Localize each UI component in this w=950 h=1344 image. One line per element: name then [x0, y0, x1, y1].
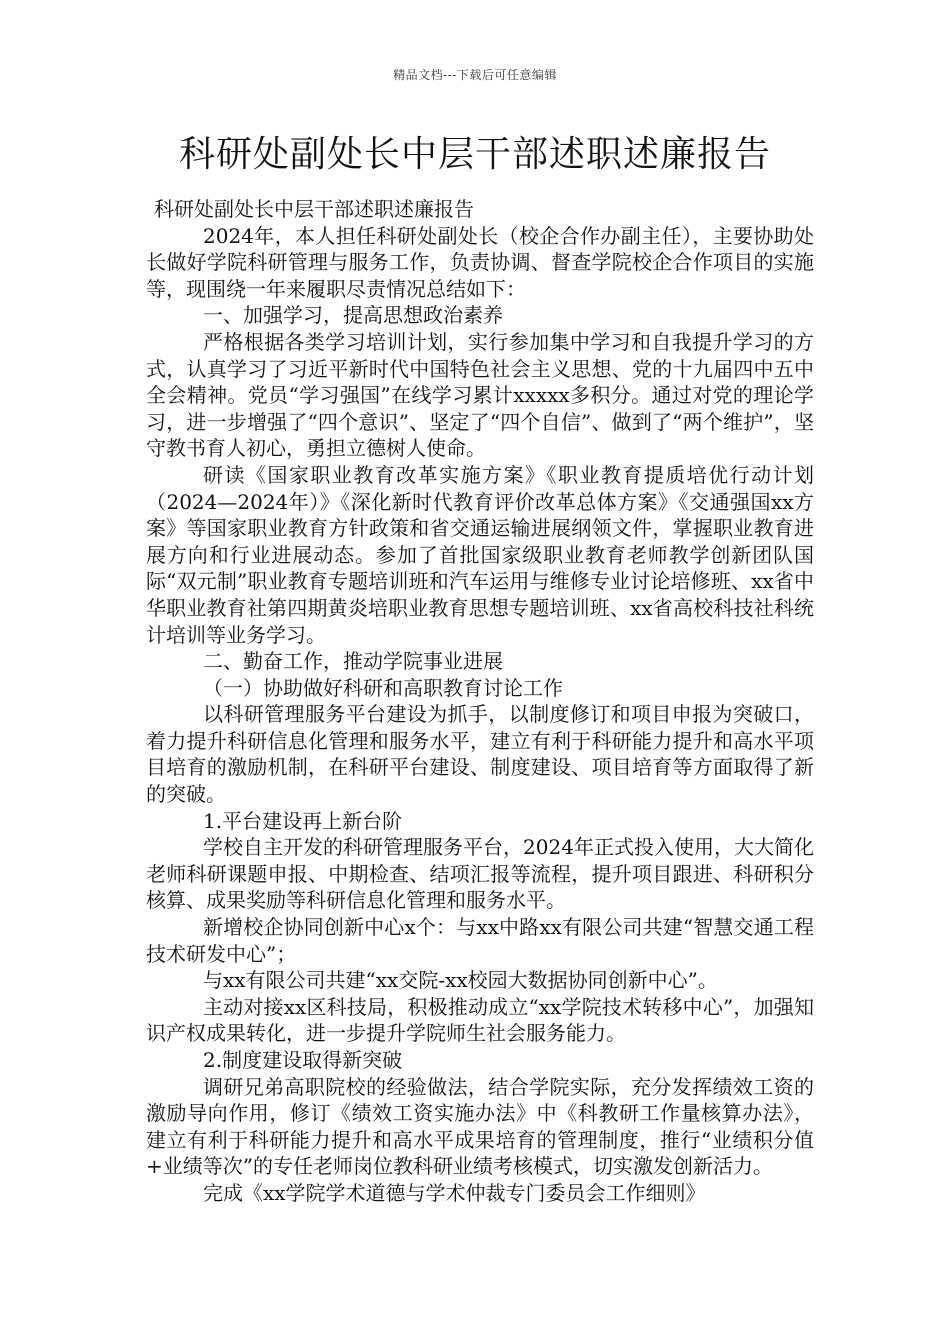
paragraph-study: 严格根据各类学习培训计划，实行参加集中学习和自我提升学习的方式，认真学习了习近平新时代中国特色社会主义思想、党的十九届四中五中全会精神。党员“学习强国”在线学习累计xxxxx多积分。通过对党的理论学习，进一步增强了“四个意识”、坚定了“四个自信”、做到了“两个维护”，坚守教书育人初心，勇担立德树人使命。 — [146, 329, 814, 461]
paragraph-subtitle: 科研处副处长中层干部述职述廉报告 — [154, 197, 474, 221]
paragraph-intro: 2024年，本人担任科研处副处长（校企合作办副主任），主要协助处长做好学院科研管理与服务工作，负责协调、督查学院校企合作项目的实施等，现围绕一年来履职尽责情况总结如下： — [146, 223, 814, 301]
header-note: 精品文档---下载后可任意编辑 — [393, 68, 557, 82]
document-body — [146, 196, 814, 1207]
paragraph-big-data-center: 与xx有限公司共建“xx交院-xx校园大数据协同创新中心”。 — [203, 968, 718, 993]
subsection-heading-1: （一）协助做好科研和高职教育讨论工作 — [203, 675, 563, 700]
item-heading-1: 1.平台建设再上新台阶 — [203, 808, 403, 833]
item-heading-2: 2.制度建设取得新突破 — [203, 1048, 403, 1072]
paragraph-platform: 学校自主开发的科研管理服务平台，2024年正式投入使用，大大简化老师科研课题申报、中期检查、结项汇报等流程，提升项目跟进、科研积分核算、成果奖励等科研信息化管理和服务水平。 — [146, 835, 814, 913]
section-heading-2: 二、勤奋工作，推动学院事业进展 — [203, 649, 503, 674]
paragraph-system: 调研兄弟高职院校的经验做法，结合学院实际，充分发挥绩效工资的激励导向作用，修订《绩效工资实施办法》中《科教研工作量核算办法》，建立有利于科研能力提升和高水平成果培育的管理制度，推行“业绩积分值+业绩等次”的专任老师岗位教科研业绩考核模式，切实激发创新活力。 — [146, 1074, 814, 1179]
paragraph-tech-transfer: 主动对接xx区科技局，积极推动成立“xx学院技术转移中心”，加强知识产权成果转化，进一步提升学院师生社会服务能力。 — [146, 994, 814, 1046]
paragraph-innovation-center: 新增校企协同创新中心x个：与xx中路xx有限公司共建“智慧交通工程技术研发中心”； — [146, 915, 814, 966]
document-title: 科研处副处长中层干部述职述廉报告 — [178, 134, 771, 175]
paragraph-research-platform: 以科研管理服务平台建设为抓手，以制度修订和项目申报为突破口，着力提升科研信息化管理和服务水平，建立有利于科研能力提升和高水平项目培育的激励机制，在科研平台建设、制度建设、项目培育等方面取得了新的突破。 — [146, 702, 814, 807]
paragraph-reading: 研读《国家职业教育改革实施方案》《职业教育提质培优行动计划（2024—2024年）》《深化新时代教育评价改革总体方案》《交通强国xx方案》等国家职业教育方针政策和省交通运输进展纲领文件，掌握职业教育进展方向和行业进展动态。参加了首批国家级职业教育老师教学创新团队国际“双元制”职业教育专题培训班和汽车运用与维修专业讨论培修班、xx省中华职业教育社第四期黄炎培职业教育思想专题培训班、xx省高校科技社科统计培训等业务学习。 — [146, 462, 814, 647]
paragraph-ethics: 完成《xx学院学术道德与学术仲裁专门委员会工作细则》 — [203, 1180, 706, 1205]
section-heading-1: 一、加强学习，提高思想政治素养 — [203, 303, 503, 328]
